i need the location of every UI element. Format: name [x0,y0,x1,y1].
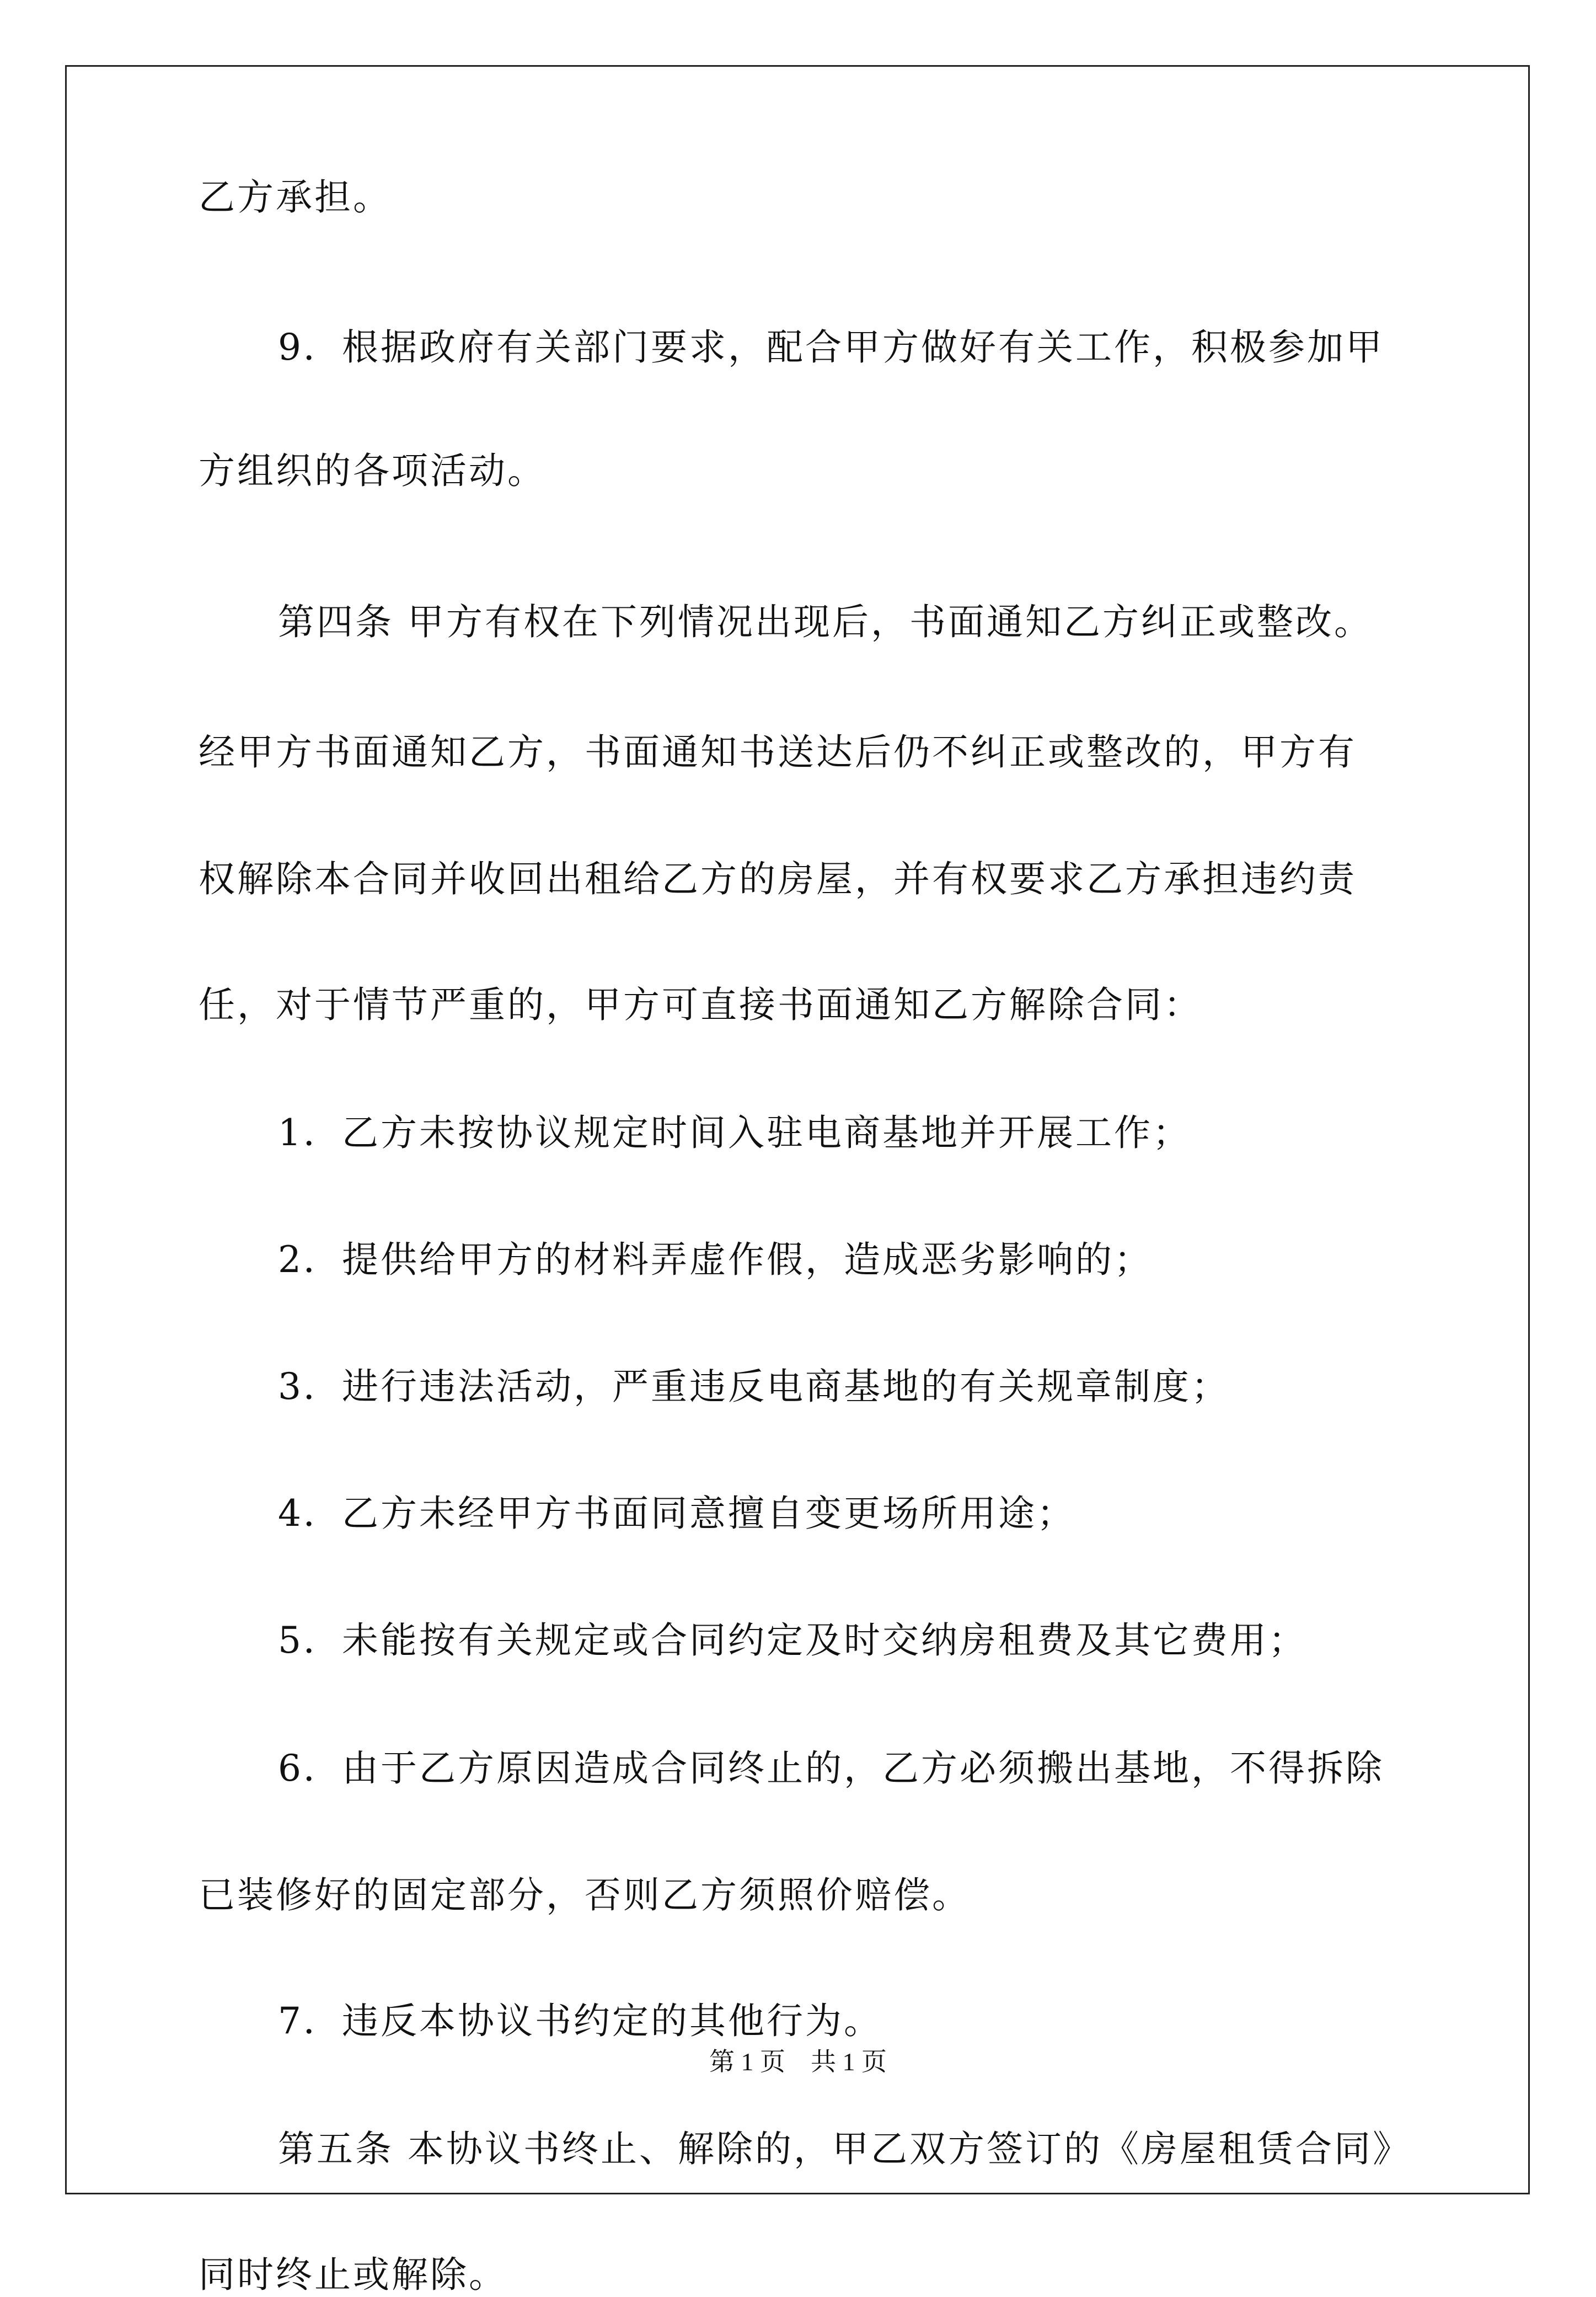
text-line: 已装修好的固定部分，否则乙方须照价赔偿。 [199,1874,971,1916]
text-line: 任，对于情节严重的，甲方可直接书面通知乙方解除合同： [199,984,1202,1026]
text-line: 乙方承担。 [199,176,392,218]
text-line: 5．未能按有关规定或合同约定及时交纳房租费及其它费用； [278,1619,1307,1662]
text-line: 经甲方书面通知乙方，书面通知书送达后仍不纠正或整改的，甲方有 [199,731,1357,773]
text-line: 9．根据政府有关部门要求，配合甲方做好有关工作，积极参加甲 [278,326,1384,368]
text-line: 第四条 甲方有权在下列情况出现后，书面通知乙方纠正或整改。 [278,601,1373,643]
text-line: 同时终止或解除。 [199,2253,507,2296]
text-line: 1．乙方未按协议规定时间入驻电商基地并开展工作； [278,1112,1191,1154]
text-line: 2．提供给甲方的材料弄虚作假，造成恶劣影响的； [278,1238,1153,1281]
page-footer: 第 1 页 共 1 页 [709,2048,887,2076]
text-line: 方组织的各项活动。 [199,450,546,492]
text-line: 权解除本合同并收回出租给乙方的房屋，并有权要求乙方承担违约责 [199,858,1357,900]
text-line: 6．由于乙方原因造成合同终止的，乙方必须搬出基地，不得拆除 [278,1747,1384,1789]
text-line: 3．进行违法活动，严重违反电商基地的有关规章制度； [278,1365,1230,1408]
text-line: 第五条 本协议书终止、解除的，甲乙双方签订的《房屋租赁合同》 [278,2128,1411,2170]
text-line: 7．违反本协议书约定的其他行为。 [278,2000,882,2042]
text-line: 4．乙方未经甲方书面同意擅自变更场所用途； [278,1492,1075,1535]
